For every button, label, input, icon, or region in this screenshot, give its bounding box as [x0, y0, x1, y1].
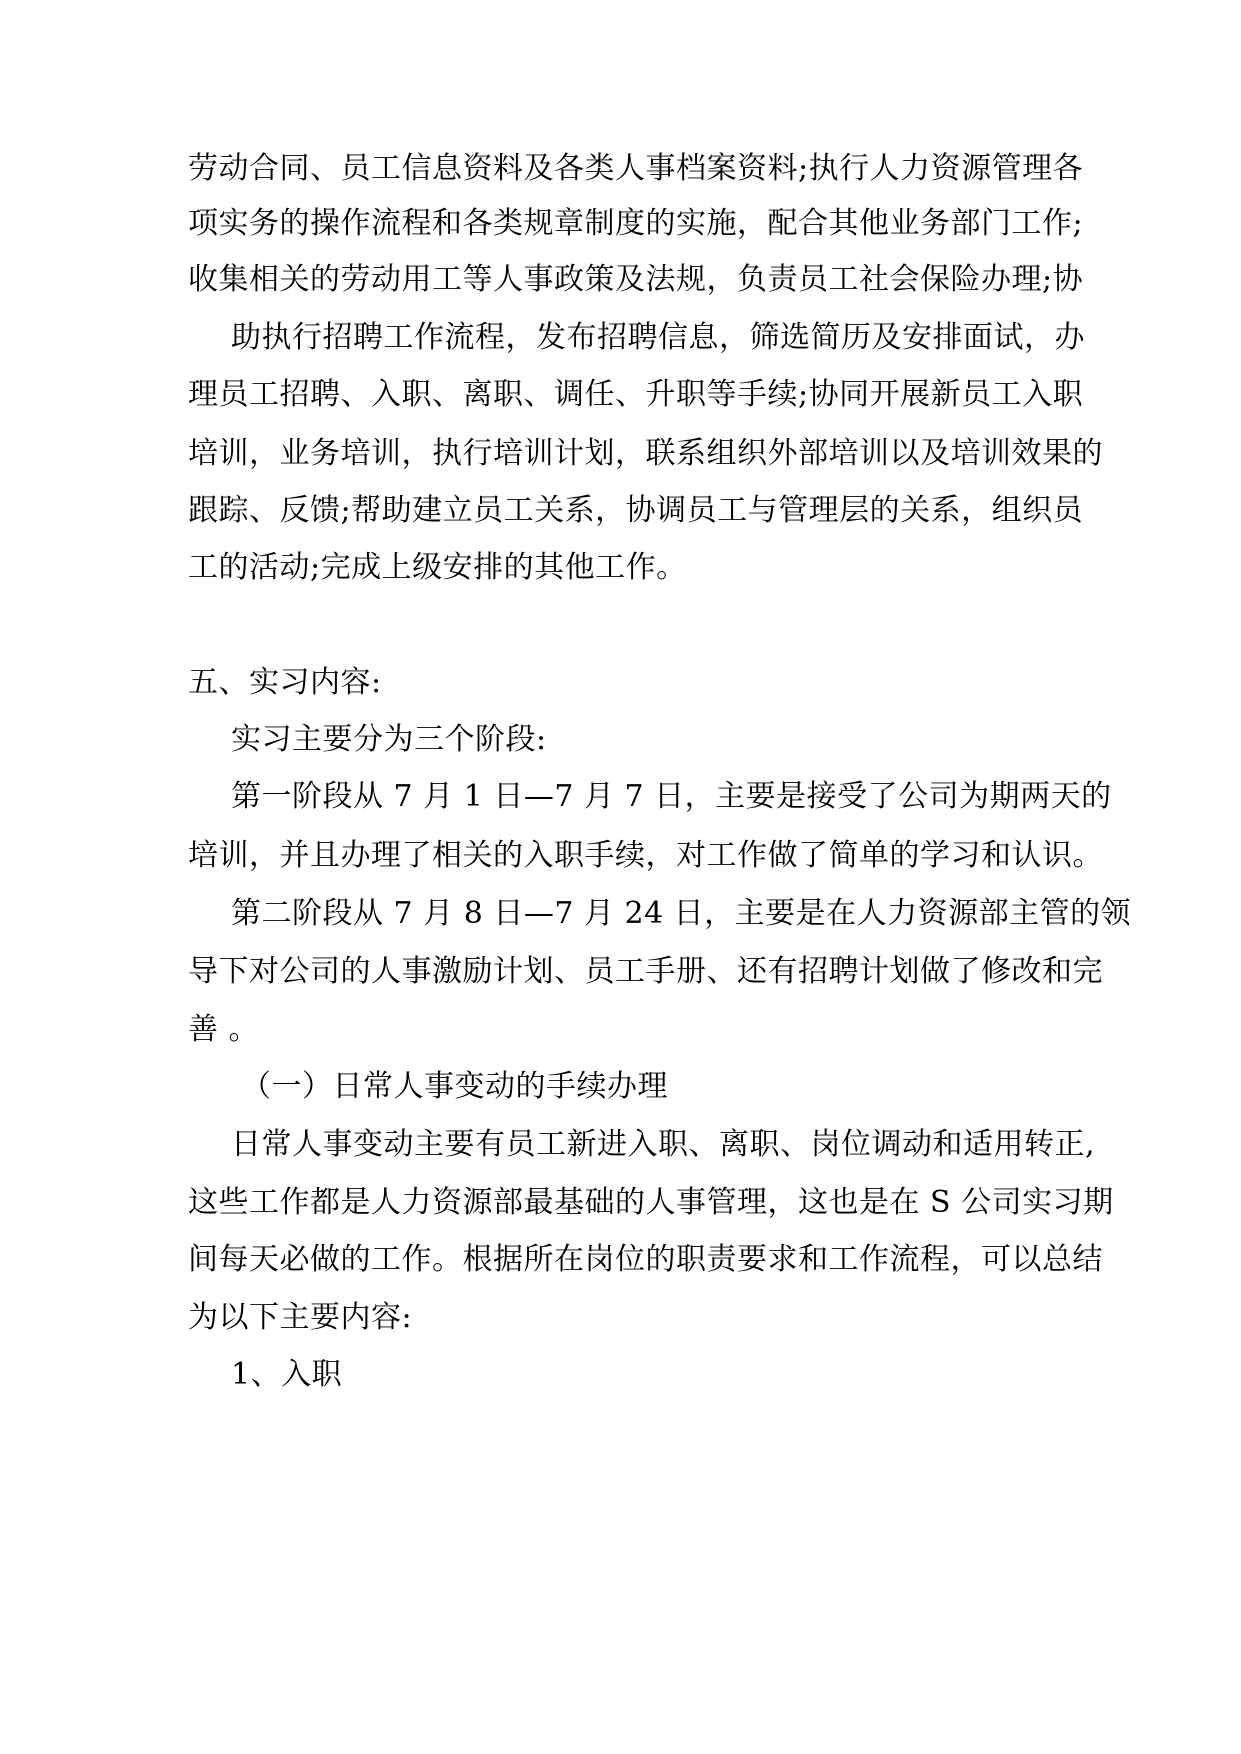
text-line: 为以下主要内容: [188, 1300, 413, 1335]
text-line: 劳动合同、员工信息资料及各类人事档案资料;执行人力资源管理各 [188, 151, 1084, 186]
text-line: 实习主要分为三个阶段: [231, 722, 547, 757]
text-line: 项实务的操作流程和各类规章制度的实施，配合其他业务部门工作; [188, 206, 1084, 241]
text-line: 收集相关的劳动用工等人事政策及法规，负责员工社会保险办理;协 [188, 262, 1084, 297]
subsection-heading: （一）日常人事变动的手续办理 [241, 1069, 668, 1104]
list-item-heading: 1、入职 [231, 1357, 343, 1392]
text-line: 日常人事变动主要有员工新进入职、离职、岗位调动和适用转正, [231, 1127, 1096, 1162]
text-line: 善 。 [188, 1012, 260, 1047]
text-line: 助执行招聘工作流程，发布招聘信息，筛选简历及安排面试，办 [231, 320, 1085, 355]
text-line: 工的活动;完成上级安排的其他工作。 [188, 550, 687, 585]
section-heading: 五、实习内容: [188, 665, 382, 700]
text-line: 培训，业务培训，执行培训计划，联系组织外部培训以及培训效果的 [188, 436, 1103, 471]
text-line: 第二阶段从 7 月 8 日—7 月 24 日，主要是在人力资源部主管的领 [231, 896, 1132, 931]
text-line: 理员工招聘、入职、离职、调任、升职等手续;协同开展新员工入职 [188, 377, 1084, 412]
text-line: 这些工作都是人力资源部最基础的人事管理，这也是在 S 公司实习期 [188, 1185, 1114, 1220]
text-line: 导下对公司的人事激励计划、员工手册、还有招聘计划做了修改和完 [188, 954, 1103, 989]
text-line: 培训，并且办理了相关的入职手续，对工作做了简单的学习和认识。 [188, 838, 1103, 873]
text-line: 跟踪、反馈;帮助建立员工关系，协调员工与管理层的关系，组织员 [188, 493, 1084, 528]
text-line: 第一阶段从 7 月 1 日—7 月 7 日，主要是接受了公司为期两天的 [231, 779, 1112, 814]
text-line: 间每天必做的工作。根据所在岗位的职责要求和工作流程，可以总结 [188, 1242, 1103, 1277]
